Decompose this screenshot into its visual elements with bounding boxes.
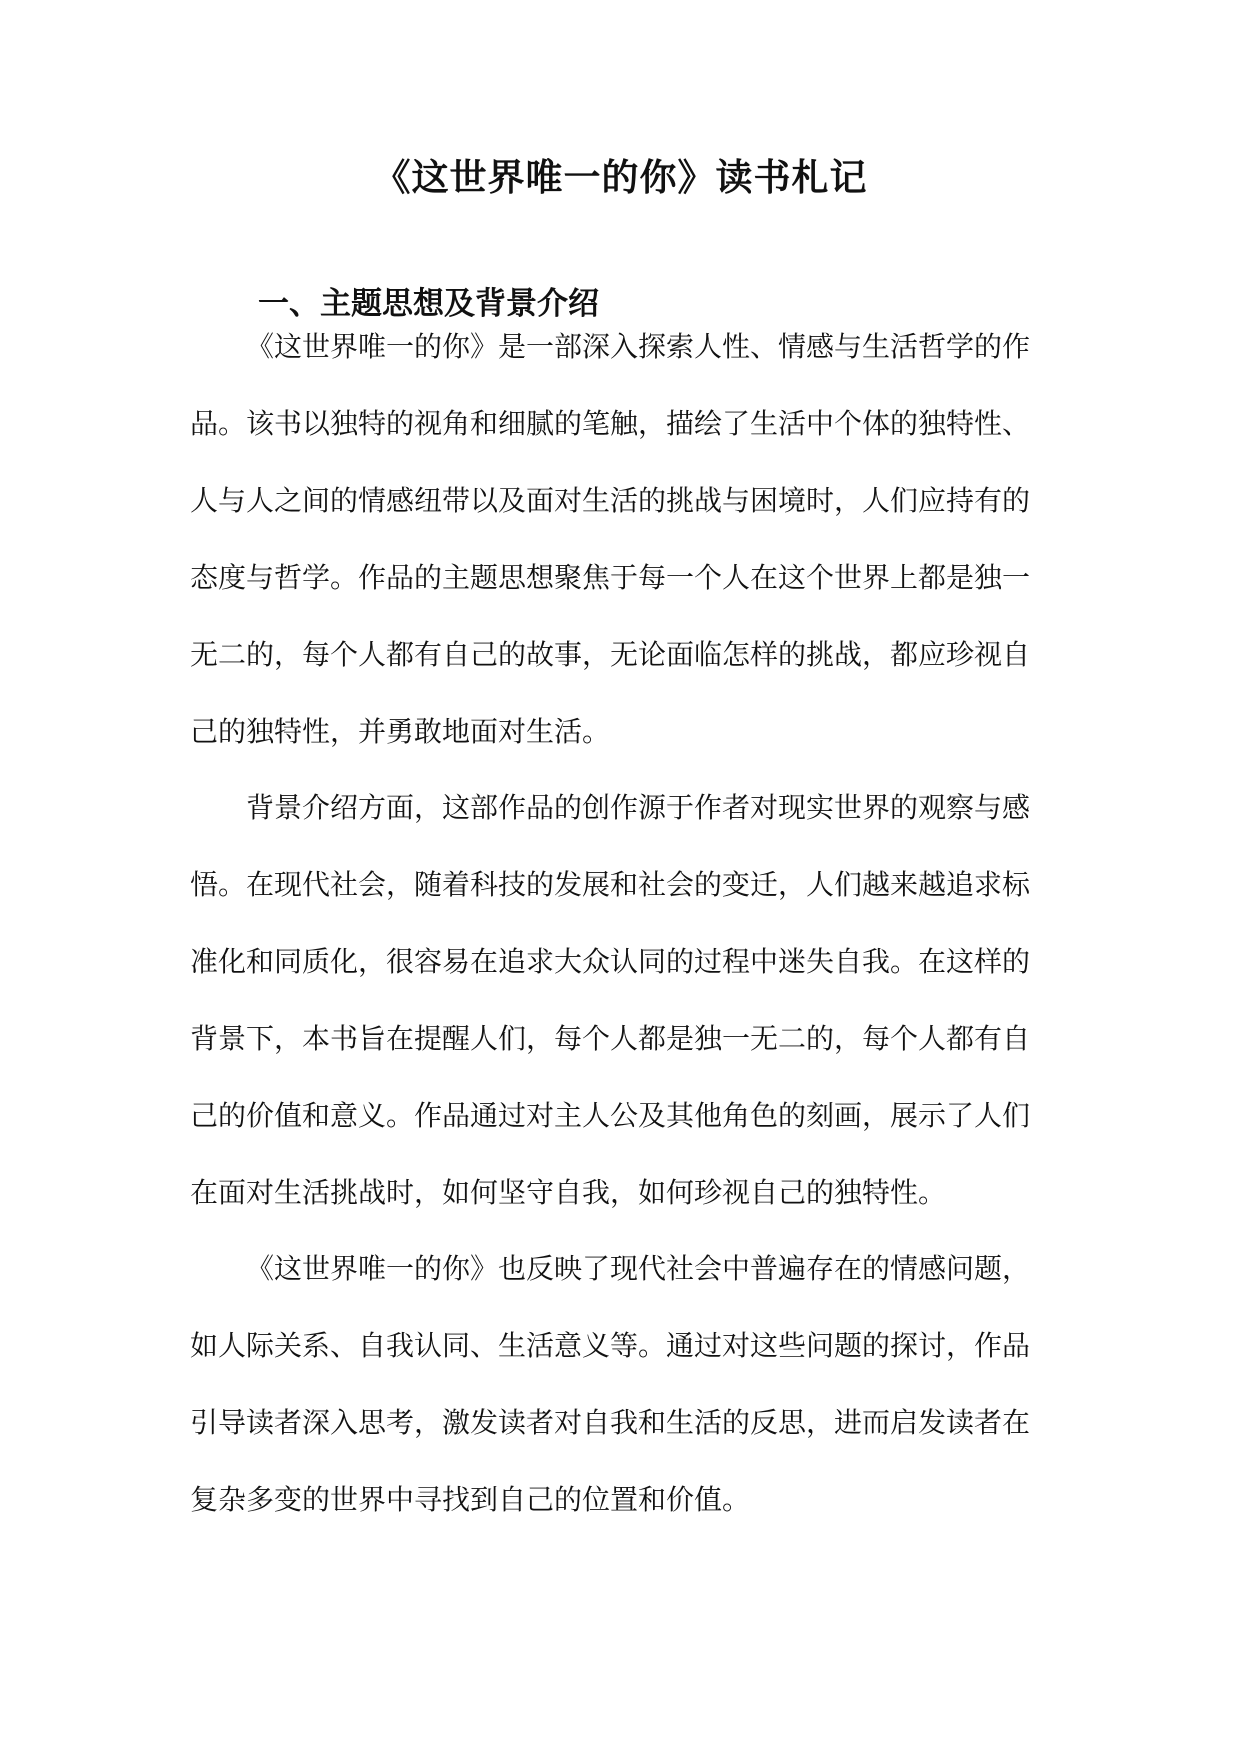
paragraph-line: 准化和同质化，很容易在追求大众认同的过程中迷失自我。在这样的 [190,945,1031,978]
paragraph-2 [190,769,1070,1231]
paragraph-line: 人与人之间的情感纽带以及面对生活的挑战与困境时，人们应持有的 [190,484,1031,517]
paragraph-line: 如人际关系、自我认同、生活意义等。通过对这些问题的探讨，作品 [190,1329,1031,1362]
paragraph-line: 无二的，每个人都有自己的故事，无论面临怎样的挑战，都应珍视自 [190,638,1031,671]
paragraph-3 [190,1230,1070,1538]
paragraph-line: 背景下，本书旨在提醒人们，每个人都是独一无二的，每个人都有自 [190,1022,1031,1055]
paragraph-line: 己的价值和意义。作品通过对主人公及其他角色的刻画，展示了人们 [190,1099,1031,1132]
paragraph-line: 品。该书以独特的视角和细腻的笔触，描绘了生活中个体的独特性、 [190,407,1031,440]
paragraph-line: 悟。在现代社会，随着科技的发展和社会的变迁，人们越来越追求标 [190,868,1031,901]
paragraph-line: 背景介绍方面，这部作品的创作源于作者对现实世界的观察与感 [246,791,1031,824]
section-heading: 一、主题思想及背景介绍 [258,286,599,322]
paragraph-line: 己的独特性，并勇敢地面对生活。 [190,715,611,748]
document-title: 《这世界唯一的你》读书札记 [373,155,868,199]
paragraph-line: 复杂多变的世界中寻找到自己的位置和价值。 [190,1483,751,1516]
paragraph-line: 引导读者深入思考，激发读者对自我和生活的反思，进而启发读者在 [190,1406,1031,1439]
paragraph-line: 态度与哲学。作品的主题思想聚焦于每一个人在这个世界上都是独一 [190,561,1031,594]
paragraph-1 [190,308,1070,770]
paragraph-line: 在面对生活挑战时，如何坚守自我，如何珍视自己的独特性。 [190,1176,947,1209]
paragraph-line: 《这世界唯一的你》是一部深入探索人性、情感与生活哲学的作 [246,330,1031,363]
paragraph-line: 《这世界唯一的你》也反映了现代社会中普遍存在的情感问题， [246,1252,1031,1285]
